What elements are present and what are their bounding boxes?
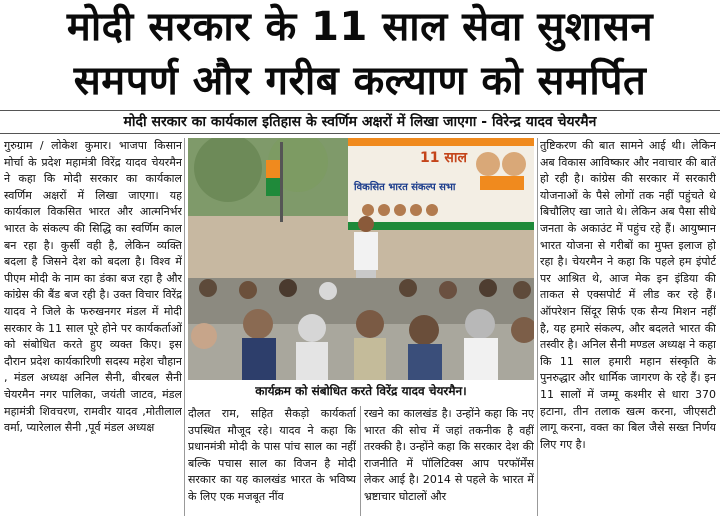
article-column-left — [4, 138, 182, 516]
banner-title: विकसित भारत संकल्प सभा — [354, 182, 456, 193]
headline-line-2: समपर्ण और गरीब कल्याण को समर्पित — [73, 58, 647, 104]
article-text-bottom-left: दौलत राम, सहित सैकड़ो कार्यकर्ता उपस्थित मौजूद रहे। यादव ने कहा कि प्रधानमंत्री मोदी के पास पांच साल का नहीं बल्कि पचास साल का विजन है मोदी सरकार का यह कालखंड भारत के भविष्य के लिए एक मजबूत नींव — [188, 407, 356, 503]
news-photo — [188, 138, 534, 380]
article-text-left: गुरुग्राम / लोकेश कुमार। भाजपा किसान मोर्चा के प्रदेश महामंत्री विरेंद्र यादव चेयरमैन ने कहा कि मोदी सरकार का कार्यकाल स्वर्णिम अक्षरों में लिखा जाएगा। यह कार्यकाल विकसित भारत और आत्मनिर्भर भारत के संकल्प की सिद्धि का स्वर्णिम काल बन रहा है। कुर्सी वही है, लेकिन व्यक्ति बदला है जिसने देश को बदला है। विश्व में पीएम मोदी के नाम का डंका बज रहा है और कांग्रेस की बैंड बज रही है। उक्त विचार विरेंद्र यादव ने जिले के फरुखनगर मंडल में मोदी सरकार के 11 साल पूरे होने पर कार्यकर्ताओं को संबोधित करते हुए व्यक्त किए। इस दौरान प्रदेश कार्यकारिणी सदस्य महेश चौहान , मंडल अध्यक्ष अनिल सैनी, बीरबल सैनी चेयरमैन नगर पालिका, जयंती जाटव, मंडल महामंत्री शिवचरण, रामवीर यादव ,मोतीलाल वर्मा, प्यारेलाल सैनी ,पूर्व मंडल अध्यक्ष — [4, 139, 182, 435]
column-divider — [537, 138, 538, 516]
article-text-right: तुष्टिकरण की बात सामने आई थी। लेकिन अब विकास आविष्कार और नवाचार की बातें हो रही है। कांग्रेस की सरकार में सरकारी योजनाओं के पैसे लोगों तक नहीं पहुंचते थे बिचौलिए खा जाते थे। लेकिन अब पैसा सीधे जनता के अकाउंट में पहुंच रहे हैं। आयुष्मान भारत योजना से गरीबों का मुफ्त इलाज हो रहा है। चेयरमैन ने कहा कि पहले हम इंपोर्ट पर आश्रित थे, आज मेक इन इंडिया की ताकत से एक्सपोर्ट में लीड कर रहे हैं। ऑपरेशन सिंदूर सिर्फ एक सैन्य मिशन नहीं है, यह हमारे संकल्प, और बदलते भारत की तस्वीर है। अनिल सैनी मण्डल अध्यक्ष ने कहा कि 11 साल हमारी महान संस्कृति के पुनरुद्धार और धार्मिक जागरण के रहे हैं। इन 11 सालों में जम्मू कश्मीर से धारा 370 हटाना, तीन तलाक खत्म करना, जीएसटी लागू करना, वक्त का बिल जैसे सख्त निर्णय लिए गए है। — [540, 139, 716, 451]
article-column-bottom-right — [364, 406, 534, 516]
article-column-bottom-left — [188, 406, 356, 516]
divider-sub — [0, 133, 720, 134]
divider-top — [0, 110, 720, 111]
photo-caption: कार्यक्रम को संबोधित करते विरेंद्र यादव चेयरमैन। — [255, 384, 467, 398]
column-divider — [184, 138, 185, 516]
subheadline: मोदी सरकार का कार्यकाल इतिहास के स्वर्णिम अक्षरों में लिखा जाएगा - विरेन्द्र यादव चेयरमैन — [123, 114, 597, 130]
column-divider — [360, 406, 361, 516]
article-column-right — [540, 138, 716, 516]
banner-badge: 11 साल — [420, 150, 467, 166]
article-text-bottom-right: रखने का कालखंड है। उन्होंने कहा कि नए भारत की सोच में जहां तकनीक है वहीं तरक्की है। उन्होंने कहा कि सरकार देश की राजनीति में पॉलिटिक्स आप परफॉर्मेंस लेकर आई है। 2014 से पहले के भारत में भ्रष्टाचार घोटालों और — [364, 407, 534, 503]
headline-line-1: मोदी सरकार के 11 साल सेवा सुशासन — [66, 4, 654, 50]
